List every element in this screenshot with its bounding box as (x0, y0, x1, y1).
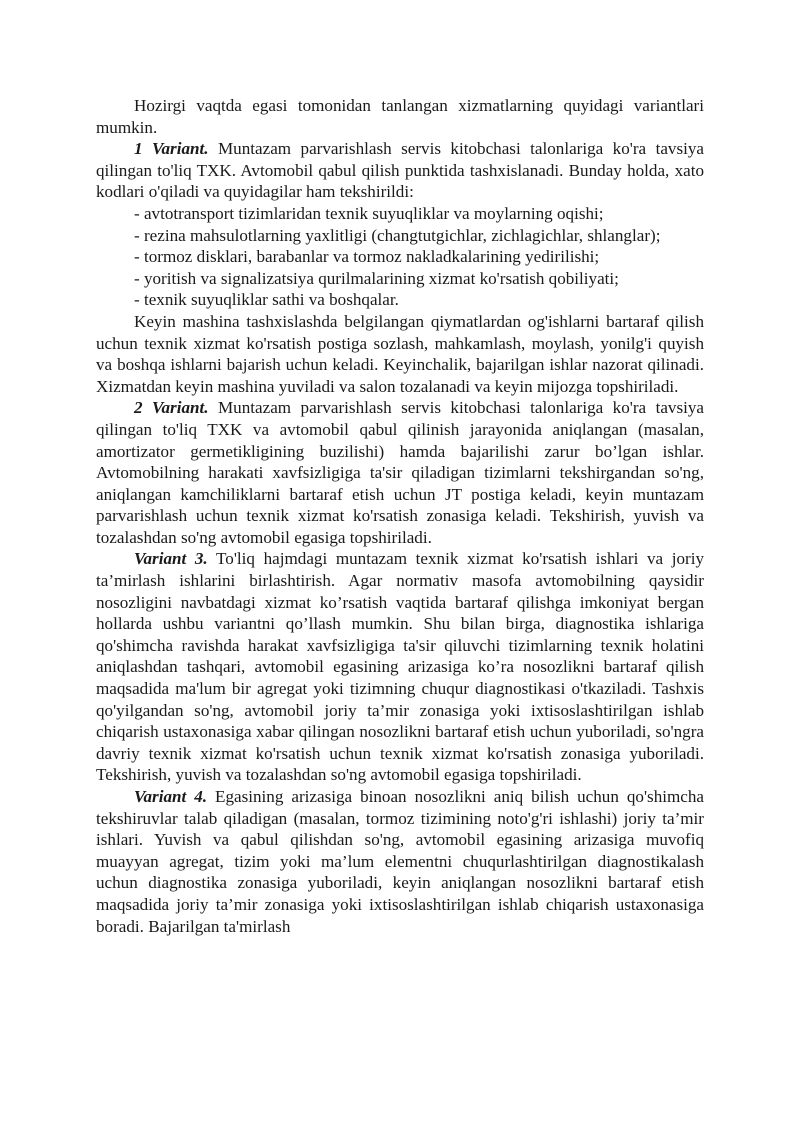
paragraph-procedure (96, 311, 704, 397)
list-item (96, 225, 704, 247)
paragraph-variant-1 (96, 138, 704, 203)
list-item (96, 289, 704, 311)
list-item-text: - yoritish va signalizatsiya qurilmalarining xizmat ko'rsatish qobiliyati; (134, 268, 619, 288)
paragraph-text: Muntazam parvarishlash servis kitobchasi talonlariga ko'ra tavsiya qilingan to'liq TXK va avtomobil qabul qilinish jarayonida aniqlangan (masalan, amortizator germetikligining buzilishi) hamda bajarilishi zarur bo’lgan ishlar. Avtomobilning harakati xavfsizligiga ta'sir qiladigan tizimlarni tekshirgandan so'ng, aniqlangan kamchiliklarni bartaraf etish uchun JT postiga keladi, keyin muntazam parvarishlash uchun texnik xizmat ko'rsatish zonasiga keladi. Tekshirish, yuvish va tozalashdan so'ng avtomobil egasiga topshiriladi. (96, 398, 704, 547)
paragraph-variant-2 (96, 397, 704, 548)
paragraph-text: Egasining arizasiga binoan nosozlikni aniq bilish uchun qo'shimcha tekshiruvlar talab qiladigan (masalan, tormoz tizimining noto'g'ri ishlashi) joriy ta’mir ishlari. Yuvish va qabul qilishdan so'ng, avtomobil egasining arizasiga muvofiq muayyan agregat, tizim yoki ma’lum elementni chuqurlashtirilgan diagnostikalash uchun diagnostika zonasiga yuboriladi, keyin aniqlangan nosozlikni bartaraf etish maqsadida joriy ta’mir zonasiga yoki ixtisoslashtirilgan ishlab chiqarish ustaxonasiga boradi. Bajarilgan ta'mirlash (96, 787, 705, 936)
paragraph-text: Keyin mashina tashxislashda belgilangan qiymatlardan og'ishlarni bartaraf qilish uchun texnik xizmat ko'rsatish postiga sozlash, mahkamlash, moylash, yonilg'i quyish va boshqa ishlarni bajarish uchun keladi. Keyinchalik, bajarilgan ishlar nazorat qilinadi. Xizmatdan keyin mashina yuviladi va salon tozalanadi va keyin mijozga topshiriladi. (96, 311, 704, 396)
paragraph-text: Hozirgi vaqtda egasi tomonidan tanlangan xizmatlarning quyidagi variantlari mumkin. (96, 96, 704, 137)
list-item-text: - avtotransport tizimlaridan texnik suyuqliklar va moylarning oqishi; (134, 203, 604, 223)
variant-label: 1 Variant. (134, 139, 209, 159)
variant-label: Variant 3. (134, 549, 208, 569)
paragraph-variant-4 (96, 786, 704, 937)
document-page (96, 95, 704, 937)
paragraph-text: Muntazam parvarishlash servis kitobchasi talonlariga ko'ra tavsiya qilingan to'liq TXK. Avtomobil qabul qilish punktida tashxislanadi. Bunday holda, xato kodlari o'qiladi va quyidagilar ham tekshirildi: (96, 139, 704, 202)
list-item-text: - rezina mahsulotlarning yaxlitligi (changtutgichlar, zichlagichlar, shlanglar); (134, 225, 661, 245)
list-item (96, 268, 704, 290)
variant-label: 2 Variant. (134, 398, 209, 418)
list-item-text: - tormoz disklari, barabanlar va tormoz nakladkalarining yedirilishi; (134, 247, 600, 267)
paragraph-intro (96, 95, 704, 138)
list-item (96, 203, 704, 225)
variant-label: Variant 4. (134, 787, 208, 806)
list-item-text: - texnik suyuqliklar sathi va boshqalar. (134, 290, 399, 310)
list-item (96, 246, 704, 268)
paragraph-variant-3 (96, 548, 704, 786)
paragraph-text: To'liq hajmdagi muntazam texnik xizmat ko'rsatish ishlari va joriy ta’mirlash ishlarini birlashtirish. Agar normativ masofa avtomobilning qaysidir nosozligini navbatdagi xizmat ko’rsatish vaqtida bartaraf qilishga imkoniyat bergan hollarda ushbu variantni qo’llash mumkin. Shu bilan birga, diagnostika ishlariga qo'shimcha ravishda harakat xavfsizligiga ta'sir qiluvchi tizimlarning texnik holatini aniqlashdan tashqari, avtomobil egasining arizasiga ko’ra nosozlikni bartaraf qilish maqsadida ma'lum bir agregat yoki tizimning chuqur diagnostikasi o'tkaziladi. Tashxis qo'yilgandan so'ng, avtomobil joriy ta’mir zonasiga yoki ixtisoslashtirilgan ishlab chiqarish ustaxonasiga xabar qilingan nosozlikni bartaraf etish uchun yuboriladi, so'ngra davriy texnik xizmat ko'rsatish uchun texnik xizmat ko'rsatish zonasiga yuboriladi. Tekshirish, yuvish va tozalashdan so'ng avtomobil egasiga topshiriladi. (96, 549, 704, 785)
